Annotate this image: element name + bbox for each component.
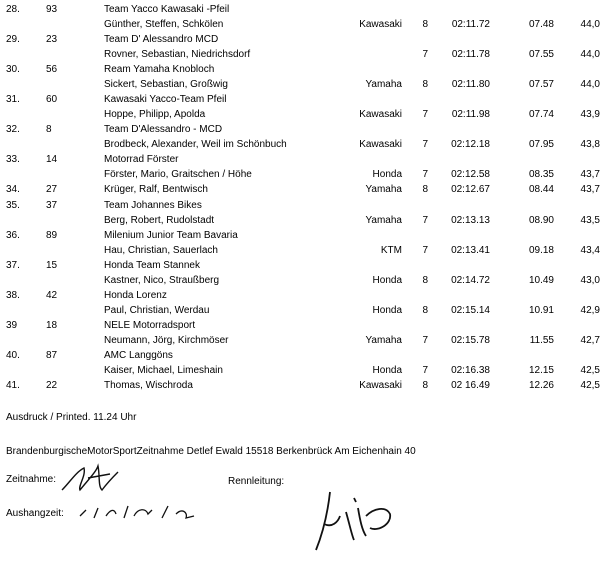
row-make: Kawasaki — [359, 109, 402, 120]
row-team: Team D' Alessandro MCD — [104, 34, 219, 45]
row-speed: 44,0 — [580, 49, 600, 60]
row-make: Kawasaki — [359, 139, 402, 150]
row-make: Yamaha — [365, 184, 402, 195]
row-rider: Förster, Mario, Graitschen / Höhe — [104, 169, 252, 180]
row-speed: 43,8 — [580, 139, 600, 150]
row-time: 02:11.80 — [451, 79, 490, 90]
row-gap: 07.74 — [528, 109, 554, 120]
row-gap: 07.95 — [528, 139, 554, 150]
row-time: 02:14.72 — [451, 275, 490, 286]
row-gap: 11.55 — [529, 335, 554, 346]
row-team: NELE Motorradsport — [104, 320, 196, 331]
row-gap: 07.48 — [528, 19, 554, 30]
row-gap: 10.49 — [528, 275, 554, 286]
row-position: 34. — [6, 184, 20, 195]
row-rider: Brodbeck, Alexander, Weil im Schönbuch — [104, 139, 287, 150]
row-make: Yamaha — [365, 335, 402, 346]
row-rider: Paul, Christian, Werdau — [104, 305, 210, 316]
row-position: 31. — [6, 94, 20, 105]
row-speed: 43,9 — [580, 109, 600, 120]
row-gap: 07.55 — [528, 49, 554, 60]
row-position: 32. — [6, 124, 20, 135]
row-position: 41. — [6, 380, 20, 391]
row-make: KTM — [380, 245, 402, 256]
row-laps: 7 — [422, 245, 428, 256]
row-position: 35. — [6, 200, 20, 211]
row-gap: 09.18 — [528, 245, 554, 256]
row-team: Honda Lorenz — [104, 290, 167, 301]
row-rider: Berg, Robert, Rudolstadt — [104, 215, 215, 226]
rennleitung-label: Rennleitung: — [228, 476, 285, 487]
row-speed: 43,0 — [580, 275, 600, 286]
row-position: 38. — [6, 290, 20, 301]
row-time: 02:13.13 — [451, 215, 490, 226]
row-gap: 12.26 — [528, 380, 554, 391]
row-team: AMC Langgöns — [104, 350, 173, 361]
row-team: Ream Yamaha Knobloch — [104, 64, 215, 75]
row-make: Yamaha — [365, 215, 402, 226]
row-time: 02:12.18 — [451, 139, 490, 150]
row-team: Team D'Alessandro - MCD — [104, 124, 223, 135]
row-laps: 7 — [422, 109, 428, 120]
row-laps: 7 — [422, 139, 428, 150]
row-start-number: 37 — [46, 200, 58, 211]
row-rider: Hoppe, Philipp, Apolda — [104, 109, 206, 120]
row-rider: Hau, Christian, Sauerlach — [104, 245, 218, 256]
row-laps: 8 — [422, 305, 428, 316]
row-speed: 43,7 — [580, 184, 600, 195]
row-position: 28. — [6, 4, 20, 15]
row-rider: Kaiser, Michael, Limeshain — [104, 365, 223, 376]
row-start-number: 15 — [46, 260, 58, 271]
row-laps: 8 — [422, 380, 428, 391]
row-rider: Sickert, Sebastian, Großwig — [104, 79, 228, 90]
row-team: Team Yacco Kawasaki -Pfeil — [104, 4, 230, 15]
row-gap: 12.15 — [528, 365, 554, 376]
row-rider: Kastner, Nico, Straußberg — [104, 275, 220, 286]
row-laps: 8 — [422, 19, 428, 30]
row-team: Honda Team Stannek — [104, 260, 200, 271]
row-rider: Neumann, Jörg, Kirchmöser — [104, 335, 229, 346]
row-laps: 8 — [422, 275, 428, 286]
row-time: 02:15.78 — [451, 335, 490, 346]
row-speed: 44,0 — [580, 19, 600, 30]
row-speed: 42,7 — [580, 335, 600, 346]
row-start-number: 87 — [46, 350, 58, 361]
row-team: Krüger, Ralf, Bentwisch — [104, 184, 208, 195]
row-time: 02:11.78 — [451, 49, 490, 60]
zeitnahme-label: Zeitnahme: — [6, 474, 57, 485]
row-speed: 43,4 — [580, 245, 600, 256]
row-gap: 08.44 — [528, 184, 554, 195]
row-rider: Günther, Steffen, Schkölen — [104, 19, 224, 30]
row-make: Honda — [372, 365, 402, 376]
row-time: 02 16.49 — [451, 380, 490, 391]
row-start-number: 93 — [46, 4, 58, 15]
row-team: Kawasaki Yacco-Team Pfeil — [104, 94, 227, 105]
row-make: Honda — [372, 305, 402, 316]
row-position: 37. — [6, 260, 20, 271]
row-start-number: 89 — [46, 230, 58, 241]
row-make: Kawasaki — [359, 19, 402, 30]
row-time: 02:11.72 — [451, 19, 490, 30]
row-position: 36. — [6, 230, 20, 241]
row-start-number: 60 — [46, 94, 58, 105]
row-start-number: 14 — [46, 154, 58, 165]
row-time: 02:15.14 — [451, 305, 490, 316]
row-start-number: 22 — [46, 380, 58, 391]
row-laps: 7 — [422, 365, 428, 376]
row-time: 02:16.38 — [451, 365, 490, 376]
row-position: 39 — [6, 320, 18, 331]
row-time: 02:11.98 — [451, 109, 490, 120]
row-start-number: 23 — [46, 34, 58, 45]
row-start-number: 27 — [46, 184, 58, 195]
row-position: 30. — [6, 64, 20, 75]
row-time: 02:12.58 — [451, 169, 490, 180]
row-laps: 7 — [422, 215, 428, 226]
row-time: 02:12.67 — [451, 184, 490, 195]
row-start-number: 18 — [46, 320, 58, 331]
printed-time: Ausdruck / Printed. 11.24 Uhr — [6, 412, 137, 423]
row-team: Team Johannes Bikes — [104, 200, 202, 211]
row-laps: 8 — [422, 79, 428, 90]
row-speed: 44,0 — [580, 79, 600, 90]
row-gap: 08.35 — [528, 169, 554, 180]
row-make: Yamaha — [365, 79, 402, 90]
zeitnahme-signature — [58, 460, 148, 500]
row-laps: 7 — [422, 335, 428, 346]
row-speed: 42,9 — [580, 305, 600, 316]
row-laps: 7 — [422, 169, 428, 180]
row-speed: 42,5 — [580, 380, 600, 391]
row-start-number: 42 — [46, 290, 58, 301]
row-speed: 43,7 — [580, 169, 600, 180]
row-speed: 43,5 — [580, 215, 600, 226]
row-gap: 07.57 — [528, 79, 554, 90]
row-gap: 08.90 — [528, 215, 554, 226]
row-make: Kawasaki — [359, 380, 402, 391]
row-gap: 10.91 — [528, 305, 554, 316]
row-laps: 8 — [422, 184, 428, 195]
row-position: 33. — [6, 154, 20, 165]
row-start-number: 8 — [46, 124, 52, 135]
aushangzeit-label: Aushangzeit: — [6, 508, 64, 519]
aushangzeit-handwriting — [76, 496, 216, 526]
row-time: 02:13.41 — [451, 245, 490, 256]
row-team: Thomas, Wischroda — [104, 380, 193, 391]
row-make: Honda — [372, 169, 402, 180]
row-position: 40. — [6, 350, 20, 361]
row-rider: Rovner, Sebastian, Niedrichsdorf — [104, 49, 251, 60]
row-make: Honda — [372, 275, 402, 286]
row-speed: 42,5 — [580, 365, 600, 376]
row-start-number: 56 — [46, 64, 58, 75]
row-position: 29. — [6, 34, 20, 45]
row-team: Motorrad Förster — [104, 154, 179, 165]
row-laps: 7 — [422, 49, 428, 60]
row-team: Milenium Junior Team Bavaria — [104, 230, 238, 241]
rennleitung-signature — [294, 486, 404, 556]
organization-line: BrandenburgischeMotorSportZeitnahme Detlef Ewald 15518 Berkenbrück Am Eichenhain 40 — [6, 446, 416, 457]
